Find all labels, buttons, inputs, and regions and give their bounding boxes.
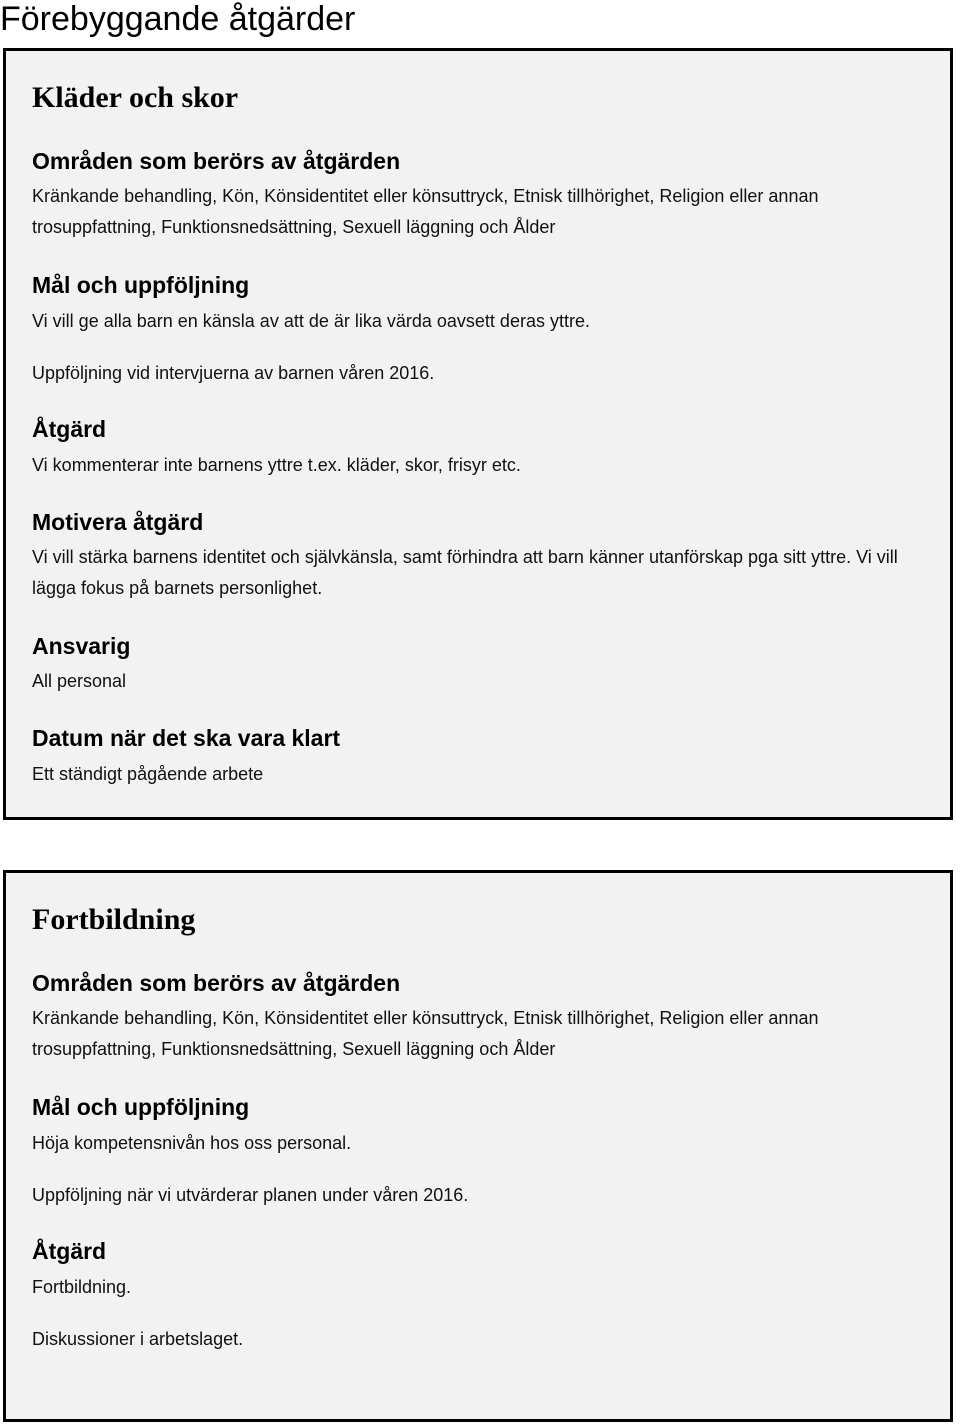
page-title: Förebyggande åtgärder: [0, 0, 356, 38]
action-heading: Åtgärd: [32, 416, 107, 442]
responsible-text: All personal: [32, 671, 127, 691]
goals-text: Vi vill ge alla barn en känsla av att de är lika värda oavsett deras yttre.: [32, 311, 590, 331]
goals-text: Höja kompetensnivån hos oss personal.: [32, 1133, 352, 1153]
areas-text: Kränkande behandling, Kön, Könsidentitet eller könsuttryck, Etnisk tillhörighet, Religion eller annan trosuppfattning, Funktionsnedsättning, Sexuell läggning och Ålder: [32, 1008, 819, 1059]
motivation-text: Vi vill stärka barnens identitet och självkänsla, samt förhindra att barn känner utanförskap pga sitt yttre. Vi vill lägga fokus på barnets personlighet.: [32, 547, 898, 598]
followup-text: Uppföljning när vi utvärderar planen under våren 2016.: [32, 1185, 469, 1205]
goals-heading: Mål och uppföljning: [32, 272, 250, 298]
action-heading: Åtgärd: [32, 1238, 107, 1264]
section-title: Fortbildning: [32, 903, 196, 936]
date-text: Ett ständigt pågående arbete: [32, 764, 264, 784]
areas-heading: Områden som berörs av åtgärden: [32, 970, 401, 996]
motivation-heading: Motivera åtgärd: [32, 509, 204, 535]
goals-heading: Mål och uppföljning: [32, 1094, 250, 1120]
measure-section-clothes: [3, 48, 953, 820]
section-title: Kläder och skor: [32, 81, 239, 114]
action-text: Vi kommenterar inte barnens yttre t.ex. kläder, skor, frisyr etc.: [32, 455, 521, 475]
followup-text: Uppföljning vid intervjuerna av barnen våren 2016.: [32, 363, 435, 383]
measure-section-training: [3, 870, 953, 1422]
action-text: Fortbildning.: [32, 1277, 132, 1297]
responsible-heading: Ansvarig: [32, 633, 131, 659]
areas-heading: Områden som berörs av åtgärden: [32, 148, 401, 174]
areas-text: Kränkande behandling, Kön, Könsidentitet eller könsuttryck, Etnisk tillhörighet, Religion eller annan trosuppfattning, Funktionsnedsättning, Sexuell läggning och Ålder: [32, 186, 819, 237]
action-text-secondary: Diskussioner i arbetslaget.: [32, 1329, 244, 1349]
date-heading: Datum när det ska vara klart: [32, 725, 341, 751]
